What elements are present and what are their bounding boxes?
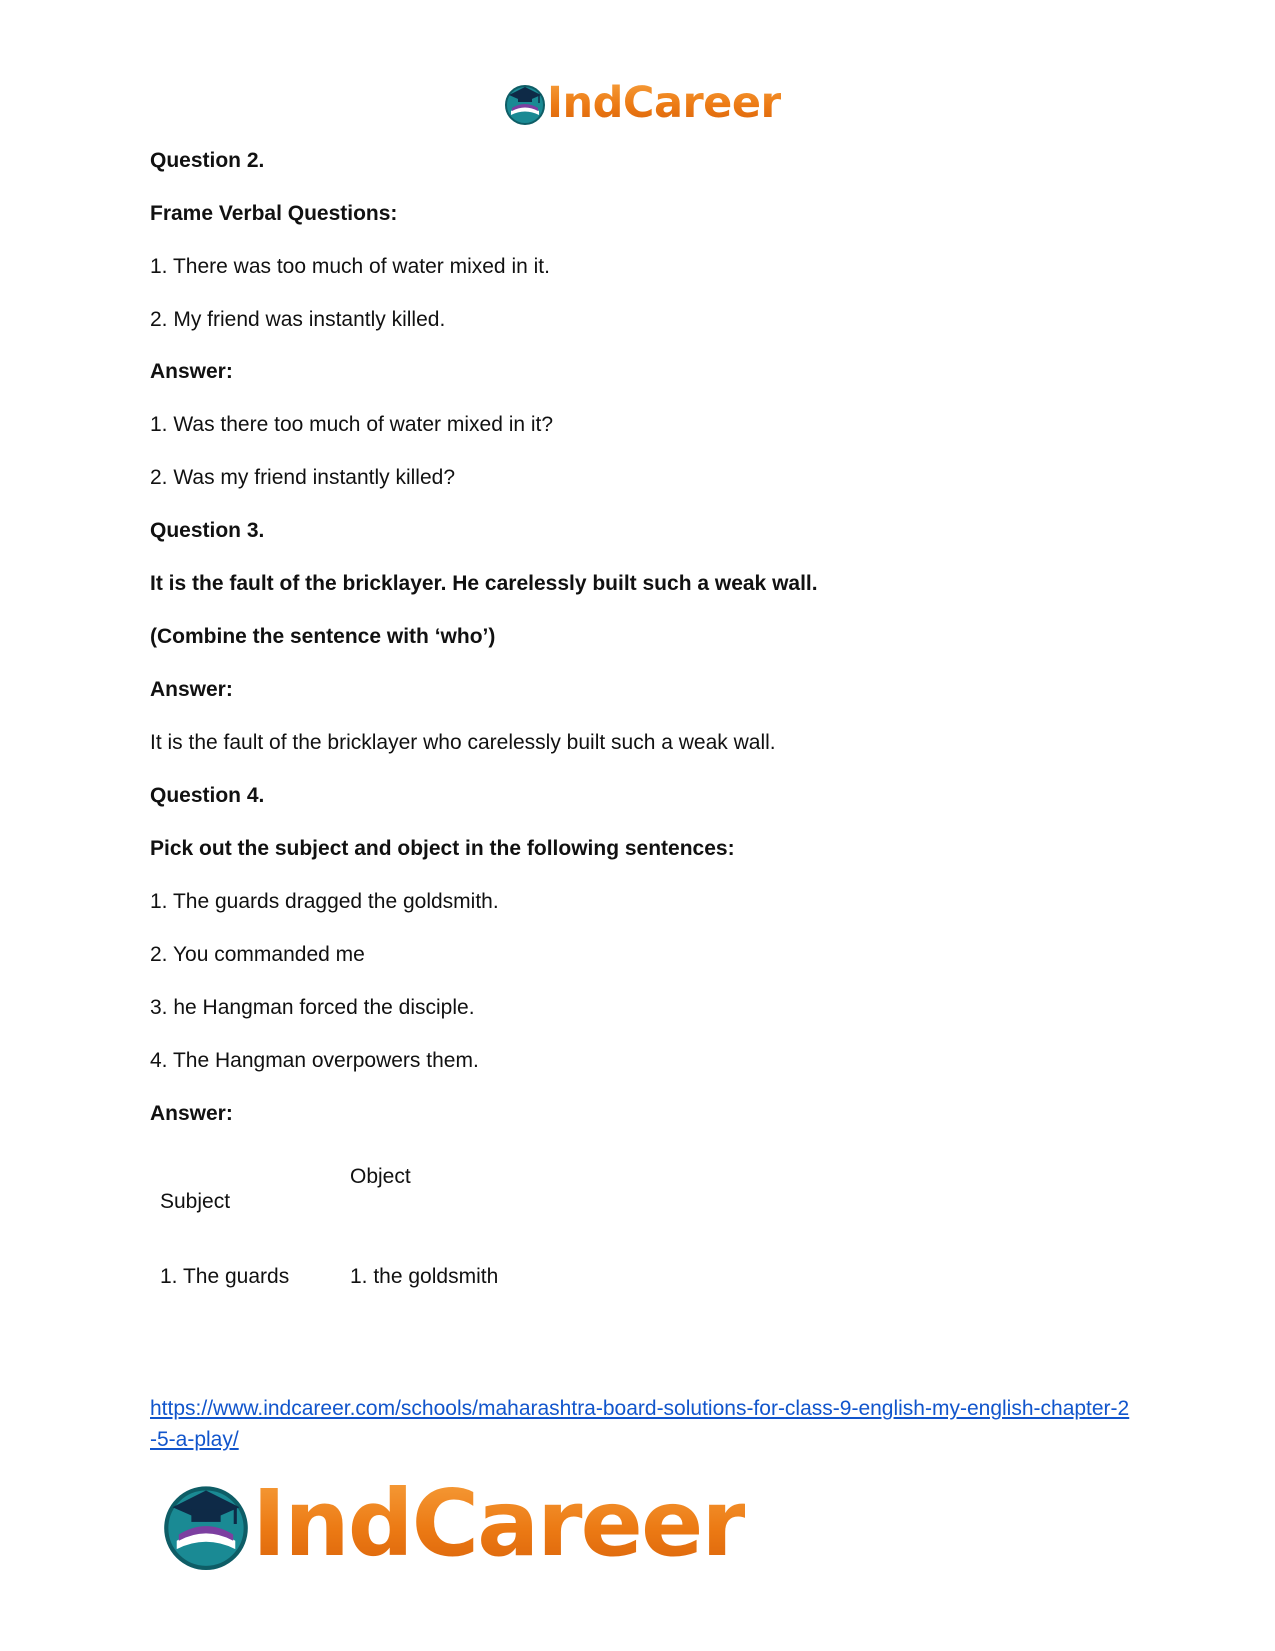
source-link[interactable]: https://www.indcareer.com/schools/maharashtra-board-solutions-for-class-9-english-my-english-chapter-2-5-a-play/ [150, 1397, 1130, 1451]
question-3-answer: It is the fault of the bricklayer who carelessly built such a weak wall. [150, 731, 776, 754]
brand-name: IndCareer [547, 78, 782, 128]
question-4-answer-label: Answer: [150, 1102, 233, 1125]
question-2-answer-1: 1. Was there too much of water mixed in it? [150, 413, 554, 436]
question-2-answer-2: 2. Was my friend instantly killed? [150, 466, 456, 489]
graduation-book-icon [160, 1478, 252, 1570]
question-2-item-1: 1. There was too much of water mixed in it. [150, 255, 550, 278]
question-3-answer-label: Answer: [150, 678, 233, 701]
question-4-item-1: 1. The guards dragged the goldsmith. [150, 890, 499, 913]
question-2-item-2: 2. My friend was instantly killed. [150, 308, 446, 331]
question-2-heading: Question 2. [150, 149, 265, 172]
graduation-book-icon [503, 81, 547, 125]
footer-logo [160, 1470, 745, 1577]
question-3-instruction: (Combine the sentence with ‘who’) [150, 625, 496, 648]
question-2-prompt: Frame Verbal Questions: [150, 202, 398, 225]
brand-name-large: IndCareer [252, 1470, 745, 1577]
question-4-item-2: 2. You commanded me [150, 943, 365, 966]
question-3-heading: Question 3. [150, 519, 265, 542]
table-header-object: Object [350, 1165, 411, 1188]
question-4-prompt: Pick out the subject and object in the following sentences: [150, 837, 735, 860]
question-2-answer-label: Answer: [150, 360, 233, 383]
table-header-subject: Subject [160, 1190, 231, 1213]
header-logo [503, 78, 781, 128]
question-4-item-4: 4. The Hangman overpowers them. [150, 1049, 479, 1072]
table-cell-object: 1. the goldsmith [350, 1265, 499, 1288]
question-3-prompt: It is the fault of the bricklayer. He carelessly built such a weak wall. [150, 572, 818, 595]
table-cell-subject: 1. The guards [160, 1265, 290, 1288]
question-4-item-3: 3. he Hangman forced the disciple. [150, 996, 475, 1019]
question-4-heading: Question 4. [150, 784, 265, 807]
